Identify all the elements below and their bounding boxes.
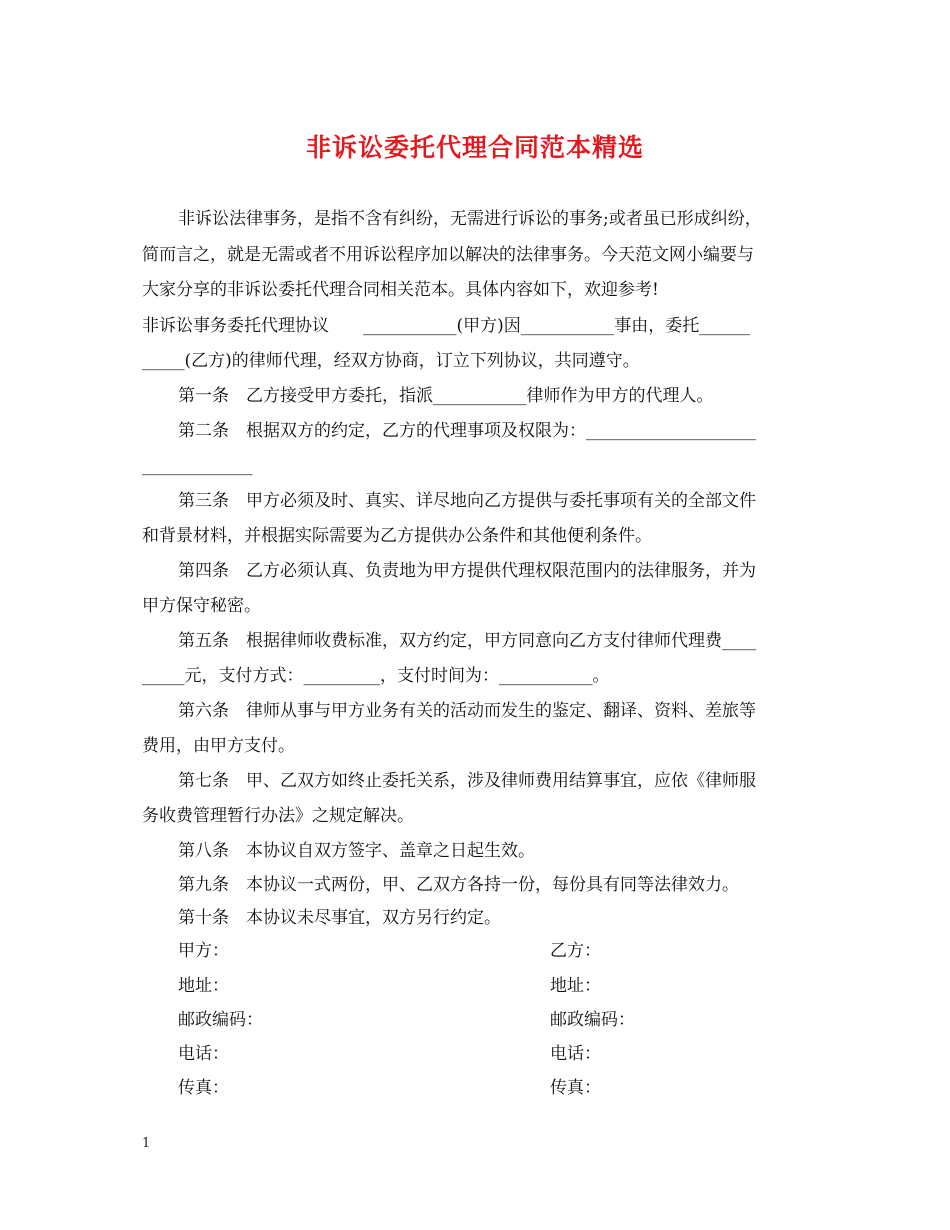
body-line: _____元，支付方式：_________，支付时间为：___________。 xyxy=(142,666,610,686)
party-a-phone-label: 电话： xyxy=(178,1044,229,1064)
body-line: 务收费管理暂行办法》之规定解决。 xyxy=(142,806,414,826)
party-b-fax-label: 传真： xyxy=(550,1078,601,1098)
party-a-postcode-label: 邮政编码： xyxy=(178,1010,263,1030)
article-7: 第七条 甲、乙双方如终止委托关系，涉及律师费用结算事宜，应依《律师服 xyxy=(178,771,756,791)
article-9: 第九条 本协议一式两份，甲、乙双方各持一份，每份具有同等法律效力。 xyxy=(178,875,739,895)
body-line: 非诉讼事务委托代理协议 ___________(甲方)因___________事由，委托______ xyxy=(142,316,751,336)
body-line: 大家分享的非诉讼委托代理合同相关范本。具体内容如下，欢迎参考! xyxy=(142,280,659,300)
party-b-postcode-label: 邮政编码： xyxy=(550,1010,635,1030)
article-6: 第六条 律师从事与甲方业务有关的活动而发生的鉴定、翻译、资料、差旅等 xyxy=(178,701,756,721)
article-2: 第二条 根据双方的约定，乙方的代理事项及权限为：____________________ xyxy=(178,421,756,441)
article-10: 第十条 本协议未尽事宜，双方另行约定。 xyxy=(178,908,501,928)
article-4: 第四条 乙方必须认真、负责地为甲方提供代理权限范围内的法律服务，并为 xyxy=(178,561,756,581)
article-8: 第八条 本协议自双方签字、盖章之日起生效。 xyxy=(178,841,535,861)
body-line: 简而言之，就是无需或者不用诉讼程序加以解决的法律事务。今天范文网小编要与 xyxy=(142,245,754,265)
article-1: 第一条 乙方接受甲方委托，指派___________律师作为甲方的代理人。 xyxy=(178,386,714,406)
body-line: 和背景材料，并根据实际需要为乙方提供办公条件和其他便利条件。 xyxy=(142,526,652,546)
body-line: _____________ xyxy=(142,456,253,476)
party-a-label: 甲方： xyxy=(178,941,229,961)
article-5: 第五条 根据律师收费标准，双方约定，甲方同意向乙方支付律师代理费____ xyxy=(178,631,756,651)
party-a-fax-label: 传真： xyxy=(178,1078,229,1098)
body-line: 费用，由甲方支付。 xyxy=(142,736,295,756)
party-b-label: 乙方： xyxy=(550,941,601,961)
body-line: _____(乙方)的律师代理，经双方协商，订立下列协议，共同遵守。 xyxy=(142,351,640,371)
party-b-phone-label: 电话： xyxy=(550,1044,601,1064)
body-line: 甲方保守秘密。 xyxy=(142,596,261,616)
party-a-address-label: 地址： xyxy=(178,976,229,996)
party-b-address-label: 地址： xyxy=(550,976,601,996)
page-number: 1 xyxy=(142,1136,151,1151)
article-3: 第三条 甲方必须及时、真实、详尽地向乙方提供与委托事项有关的全部文件 xyxy=(178,491,756,511)
document-title: 非诉讼委托代理合同范本精选 xyxy=(305,133,644,162)
body-line: 非诉讼法律事务，是指不含有纠纷，无需进行诉讼的事务;或者虽已形成纠纷， xyxy=(178,209,762,229)
